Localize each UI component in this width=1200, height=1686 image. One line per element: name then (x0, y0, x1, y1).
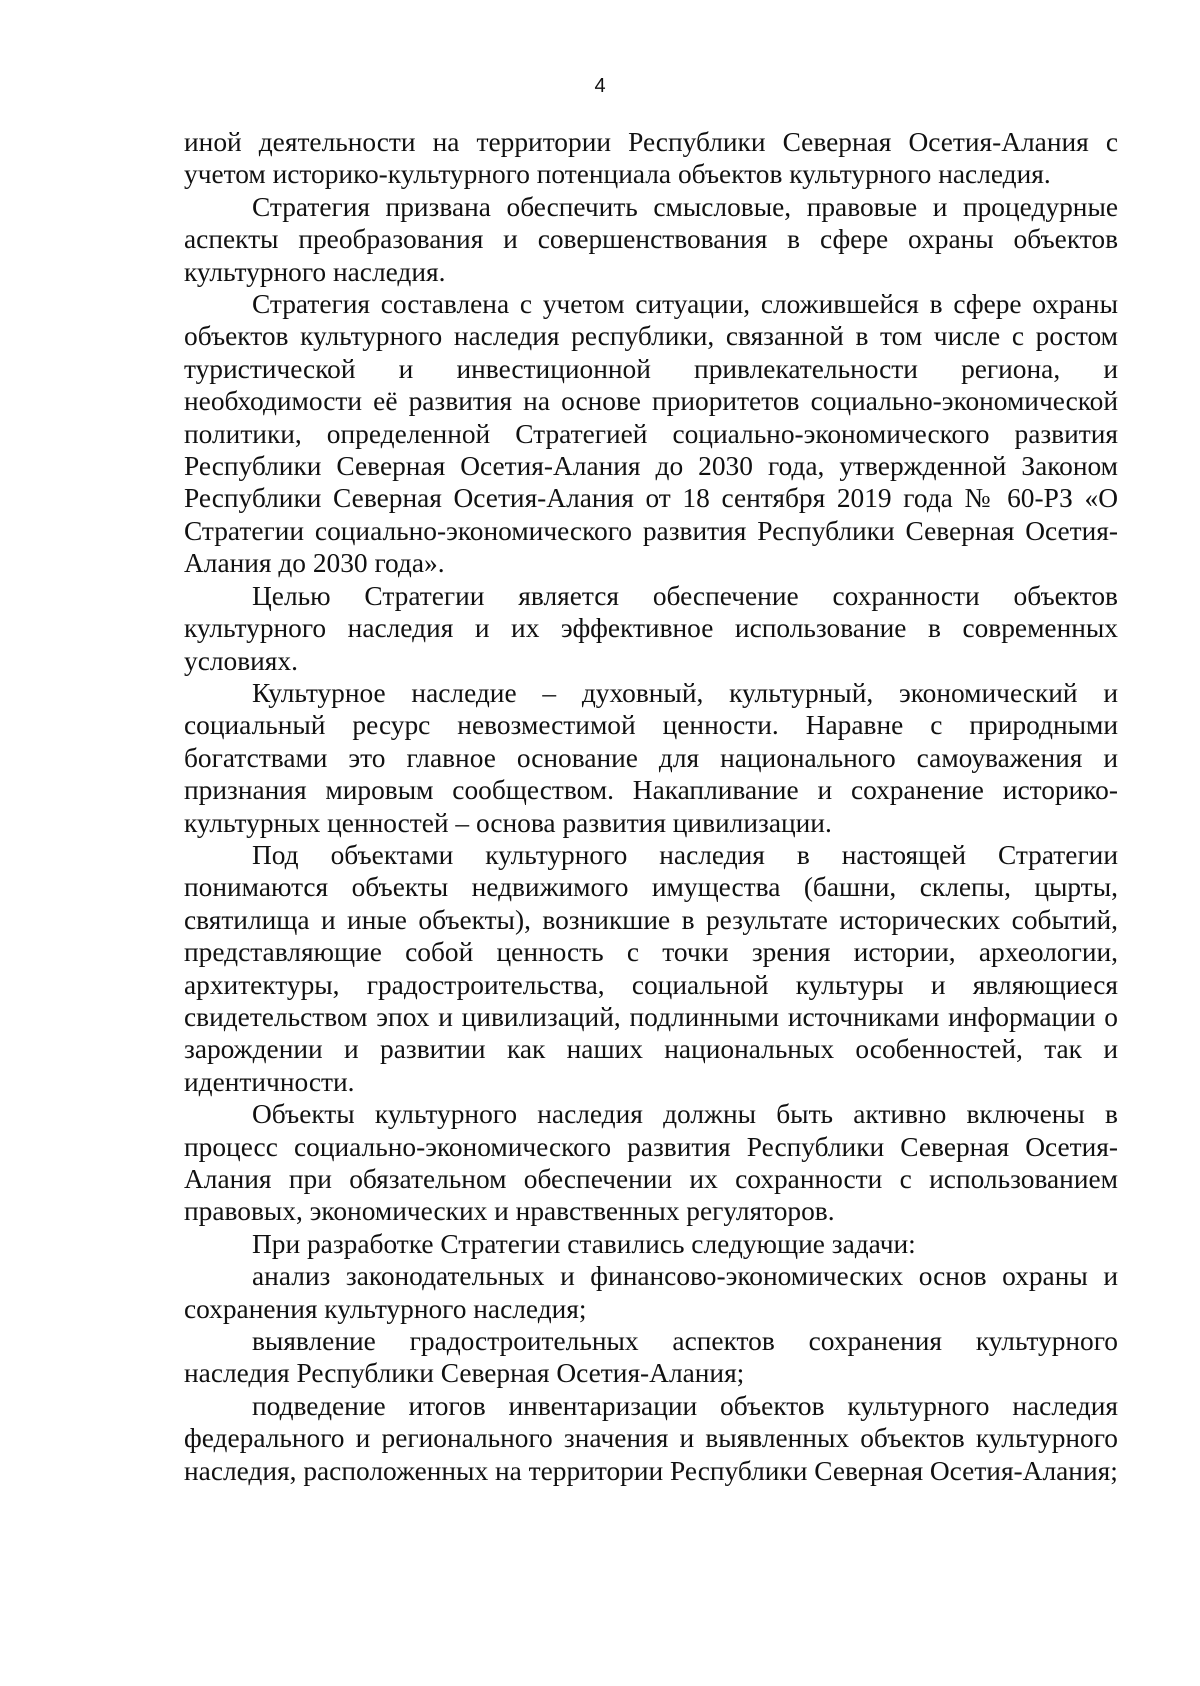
document-body (184, 126, 1118, 1487)
paragraph-heritage-integration: Объекты культурного наследия должны быть активно включены в процесс социально-экономического развития Республики Северная Осетия-Алания при обязательном обеспечении их сохранности с использованием правовых, экономических и нравственных регуляторов. (184, 1099, 1118, 1227)
paragraph-cultural-heritage: Культурное наследие – духовный, культурный, экономический и социальный ресурс невозместимой ценности. Наравне с природными богатствами это главное основание для национального самоуважения и признания мировым сообществом. Накапливание и сохранение историко-культурных ценностей – основа развития цивилизации. (184, 677, 1118, 838)
paragraph-task-urban-aspects: выявление градостроительных аспектов сохранения культурного наследия Республики Северная Осетия-Алания; (184, 1326, 1118, 1389)
paragraph-strategy-context: Стратегия составлена с учетом ситуации, сложившейся в сфере охраны объектов культурного наследия республики, связанной в том числе с ростом туристической и инвестиционной привлекательности региона, и необходимости её развития на основе приоритетов социально-экономической политики, определенной Стратегией социально-экономического развития Республики Северная Осетия-Алания до 2030 года, утвержденной Законом Республики Северная Осетия-Алания от 18 сентября 2019 года № 60-РЗ «О Стратегии социально-экономического развития Республики Северная Осетия-Алания до 2030 года». (184, 289, 1118, 579)
paragraph-continuation: иной деятельности на территории Республики Северная Осетия-Алания с учетом историко-культурного потенциала объектов культурного наследия. (184, 127, 1118, 190)
paragraph-strategy-goal: Целью Стратегии является обеспечение сохранности объектов культурного наследия и их эффективное использование в современных условиях. (184, 580, 1118, 676)
paragraph-heritage-objects-definition: Под объектами культурного наследия в настоящей Стратегии понимаются объекты недвижимого имущества (башни, склепы, цырты, святилища и иные объекты), возникшие в результате исторических событий, представляющие собой ценность с точки зрения истории, археологии, архитектуры, градостроительства, социальной культуры и являющиеся свидетельством эпох и цивилизаций, подлинными источниками информации о зарождении и развитии как наших национальных особенностей, так и идентичности. (184, 839, 1118, 1097)
paragraph-strategy-purpose: Стратегия призвана обеспечить смысловые, правовые и процедурные аспекты преобразования и совершенствования в сфере охраны объектов культурного наследия. (184, 191, 1118, 287)
page-number: 4 (594, 75, 606, 97)
paragraph-tasks-intro: При разработке Стратегии ставились следующие задачи: (252, 1228, 916, 1259)
paragraph-task-inventory: подведение итогов инвентаризации объектов культурного наследия федерального и регионального значения и выявленных объектов культурного наследия, расположенных на территории Республики Северная Осетия-Алания; (184, 1390, 1118, 1486)
paragraph-task-legal-analysis: анализ законодательных и финансово-экономических основ охраны и сохранения культурного наследия; (184, 1261, 1118, 1324)
